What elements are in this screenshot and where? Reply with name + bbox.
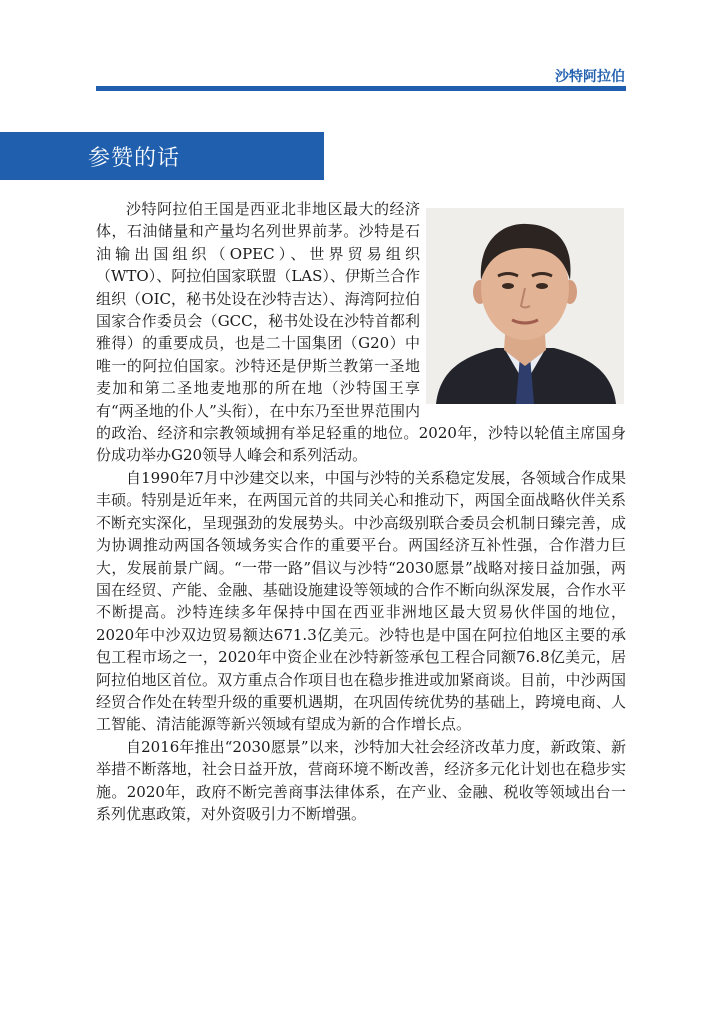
portrait-wrap-spacer bbox=[420, 198, 626, 408]
paragraph-relations: 自1990年7月中沙建交以来，中国与沙特的关系稳定发展，各领域合作成果丰硕。特别是近年来，在两国元首的共同关心和推动下，两国全面战略伙伴关系不断充实深化，呈现强劲的发展势头。中沙高级别联合委员会机制日臻完善，成为协调推动两国各领域务实合作的重要平台。两国经济互补性强，合作潜力巨大，发展前景广阔。“一带一路”倡议与沙特“2030愿景”战略对接日益加强，两国在经贸、产能、金融、基础设施建设等领域的合作不断向纵深发展，合作水平不断提高。沙特连续多年保持中国在西亚非洲地区最大贸易伙伴国的地位，2020年中沙双边贸易额达671.3亿美元。沙特也是中国在阿拉伯地区主要的承包工程市场之一，2020年中资企业在沙特新签承包工程合同额76.8亿美元，居阿拉伯地区首位。双方重点合作项目也在稳步推进或加紧商谈。目前，中沙两国经贸合作处在转型升级的重要机遇期，在巩固传统优势的基础上，跨境电商、人工智能、清洁能源等新兴领域有望成为新的合作增长点。 bbox=[96, 468, 626, 734]
header-divider bbox=[96, 86, 626, 91]
paragraph-reform: 自2016年推出“2030愿景”以来，沙特加大社会经济改革力度，新政策、新举措不断落地，社会日益开放，营商环境不断改善，经济多元化计划也在稳步实施。2020年，政府不断完善商事法律体系，在产业、金融、税收等领域出台一系列优惠政策，对外资吸引力不断增强。 bbox=[96, 737, 626, 823]
header-country-label: 沙特阿拉伯 bbox=[555, 69, 625, 85]
paragraph-intro: 沙特阿拉伯王国是西亚北非地区最大的经济体，石油储量和产量均名列世界前茅。沙特是石油输出国组织（OPEC）、世界贸易组织（WTO）、阿拉伯国家联盟（LAS）、伊斯兰合作组织（OIC，秘书处设在沙特吉达）、海湾阿拉伯国家合作委员会（GCC，秘书处设在沙特首都利雅得）的重要成员，也是二十国集团（G20）中唯一的阿拉伯国家。沙特还是伊斯兰教第一圣地麦加和第二圣地麦地那的所在地（沙特国王享有“两圣地的仆人”头衔），在中东乃至世界范围内的政治、经济和宗教领域拥有举足轻重的地位。2020年，沙特以轮值主席国身份成功举办G20领导人峰会和系列活动。 bbox=[96, 200, 626, 465]
body-text bbox=[96, 198, 626, 825]
section-title: 参赞的话 bbox=[88, 146, 181, 171]
section-banner bbox=[0, 132, 324, 180]
